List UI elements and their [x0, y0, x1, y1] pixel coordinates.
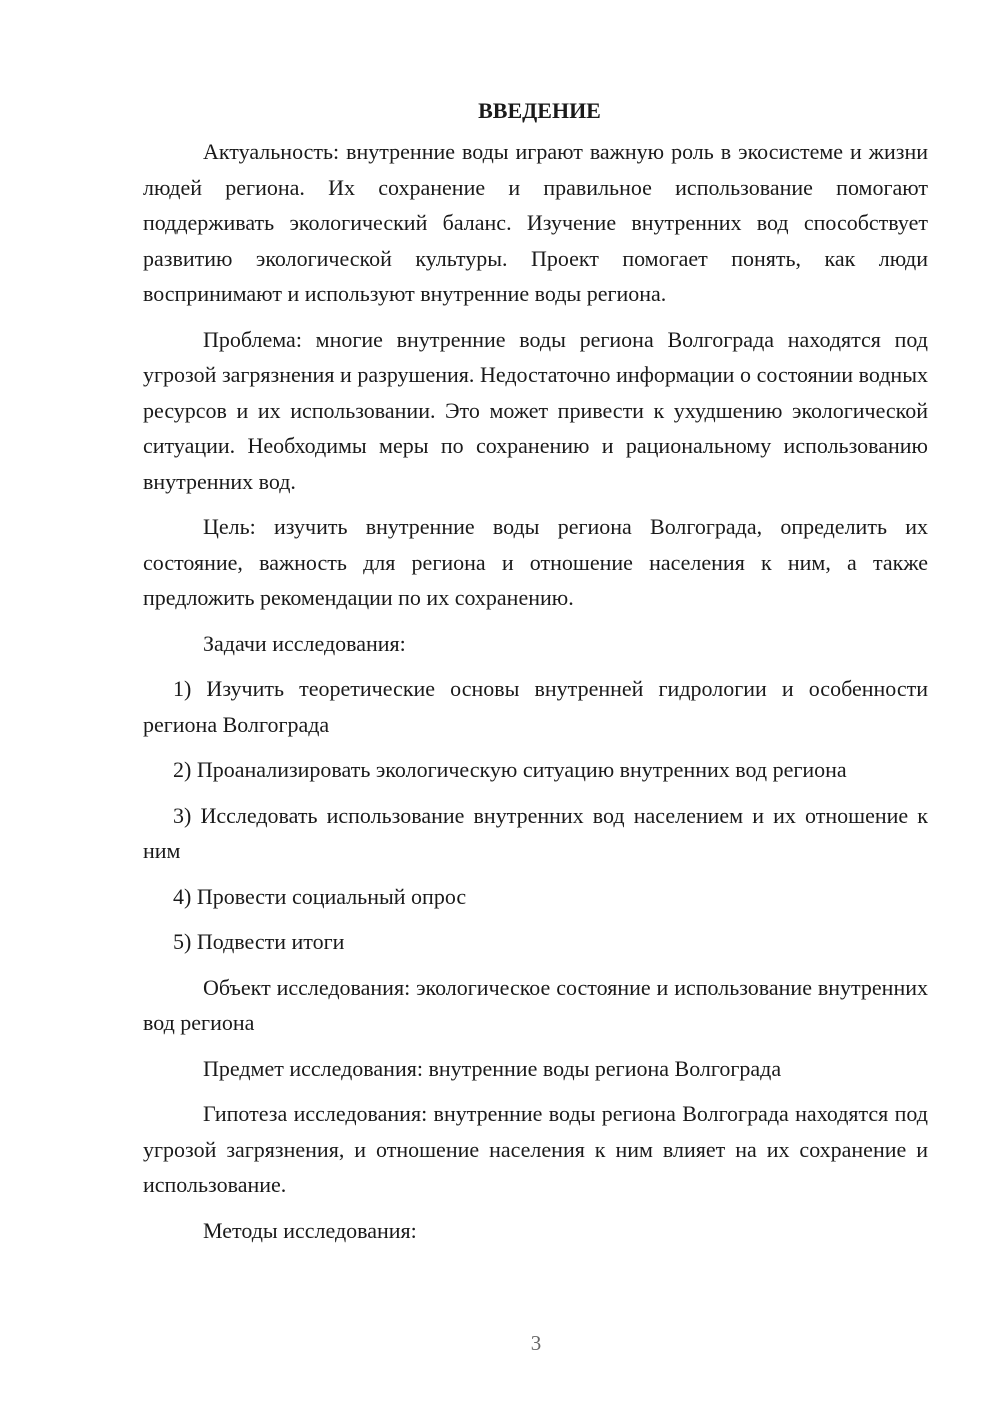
hypothesis-paragraph: Гипотеза исследования: внутренние воды региона Волгограда находятся под угрозой загрязнения, и отношение населения к ним влияет на их сохранение и использование.: [143, 1101, 928, 1197]
task-item-3: 3) Исследовать использование внутренних вод населением и их отношение к ним: [143, 802, 928, 863]
methods-heading: Методы исследования:: [203, 1217, 417, 1243]
task-item-4: 4) Провести социальный опрос: [173, 883, 467, 909]
task-item-5: 5) Подвести итоги: [173, 929, 345, 954]
goal-paragraph: Цель: изучить внутренние воды региона Волгограда, определить их состояние, важность для региона и отношение населения к ним, а также предложить рекомендации по их сохранению.: [143, 514, 928, 610]
page-number: 3: [530, 1331, 542, 1355]
object-paragraph: Объект исследования: экологическое состояние и использование внутренних вод региона: [143, 974, 928, 1035]
problem-paragraph: Проблема: многие внутренние воды региона Волгограда находятся под угрозой загрязнения и разрушения. Недостаточно информации о состоянии водных ресурсов и их использовании. Это может привести к ухудшению экологической ситуации. Необходимы меры по сохранению и рациональному использованию внутренних вод.: [143, 326, 928, 494]
tasks-heading: Задачи исследования:: [203, 630, 406, 656]
task-item-1: 1) Изучить теоретические основы внутренней гидрологии и особенности региона Волгограда: [143, 676, 928, 737]
subject-paragraph: Предмет исследования: внутренние воды региона Волгограда: [203, 1055, 782, 1081]
task-item-2: 2) Проанализировать экологическую ситуацию внутренних вод региона: [173, 757, 847, 782]
page-content: [143, 93, 928, 1258]
page-title: ВВЕДЕНИЕ: [478, 98, 601, 123]
relevance-paragraph: Актуальность: внутренние воды играют важную роль в экосистеме и жизни людей региона. Их сохранение и правильное использование помогают поддерживать экологический баланс. Изучение внутренних вод способствует развитию экологической культуры. Проект помогает понять, как люди воспринимают и используют внутренние воды региона.: [143, 139, 928, 306]
